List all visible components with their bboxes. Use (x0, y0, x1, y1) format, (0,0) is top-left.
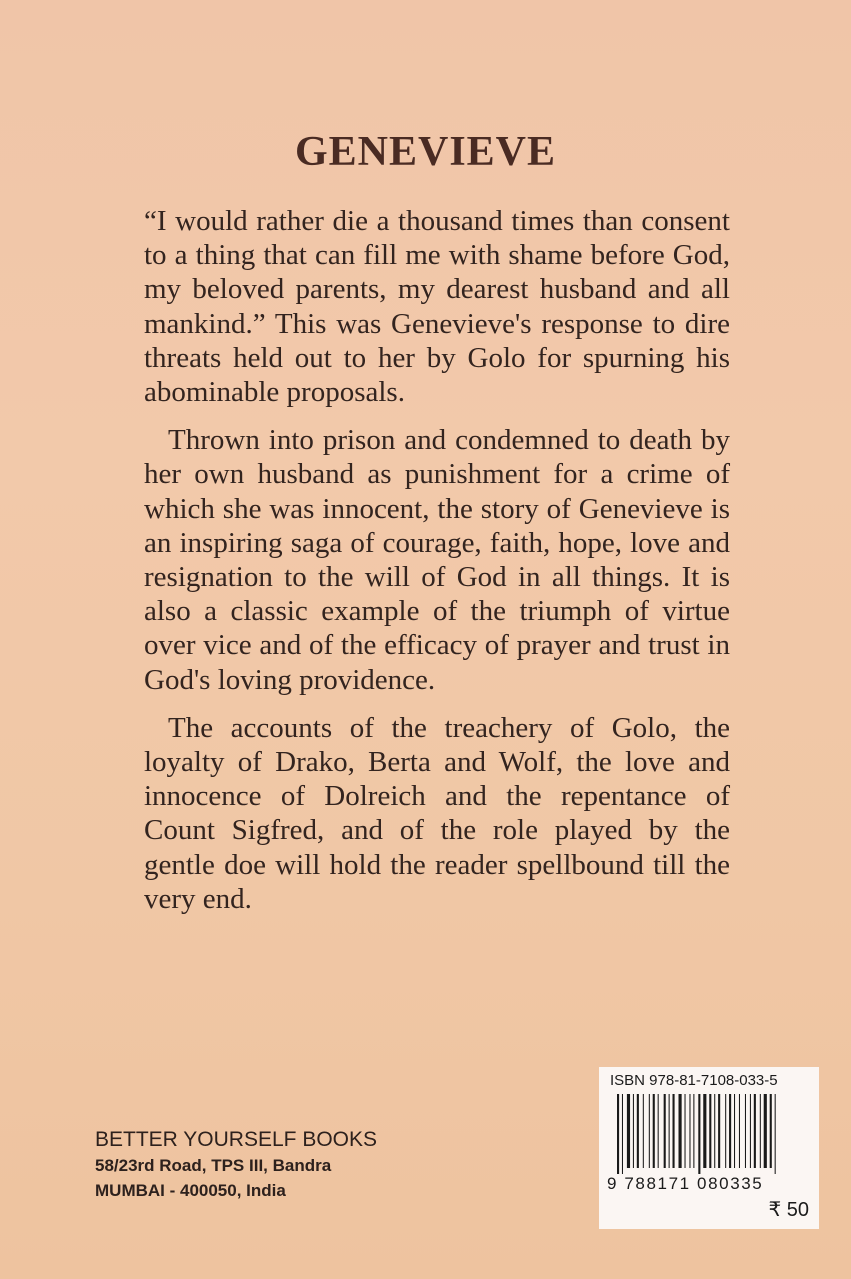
isbn-number: ISBN 978-81-7108-033-5 (610, 1072, 778, 1089)
publisher-address-line-2: MUMBAI - 400050, India (95, 1181, 286, 1200)
barcode-label (599, 1067, 819, 1229)
price-tag: ₹ 50 (768, 1199, 809, 1221)
blurb-paragraph-2: Thrown into prison and condemned to death by her own husband as punishment for a crime of which she was innocent, the story of Genevieve is an inspiring saga of courage, faith, hope, love and resignation to the will of God in all things. It is also a classic example of the triumph of virtue over vice and of the efficacy of prayer and trust in God's loving providence. (144, 424, 730, 696)
publisher-address-line-1: 58/23rd Road, TPS III, Bandra (95, 1156, 332, 1175)
blurb-paragraph-1: “I would rather die a thousand times than consent to a thing that can fill me with shame before God, my beloved parents, my dearest husband and all mankind.” This was Genevieve's response to dire threats held out to her by Golo for spurning his abominable proposals. (144, 205, 730, 409)
barcode-digits: 9 788171 080335 (607, 1174, 764, 1193)
blurb-text (144, 204, 730, 930)
publisher-info (95, 1126, 377, 1203)
barcode-icon (617, 1094, 807, 1174)
book-title: GENEVIEVE (294, 129, 557, 175)
blurb-paragraph-3: The accounts of the treachery of Golo, the loyalty of Drako, Berta and Wolf, the love and innocence of Dolreich and the repentance of Count Sigfred, and of the role played by the gentle doe will hold the reader spellbound till the very end. (144, 711, 730, 915)
publisher-name: BETTER YOURSELF BOOKS (95, 1128, 378, 1151)
